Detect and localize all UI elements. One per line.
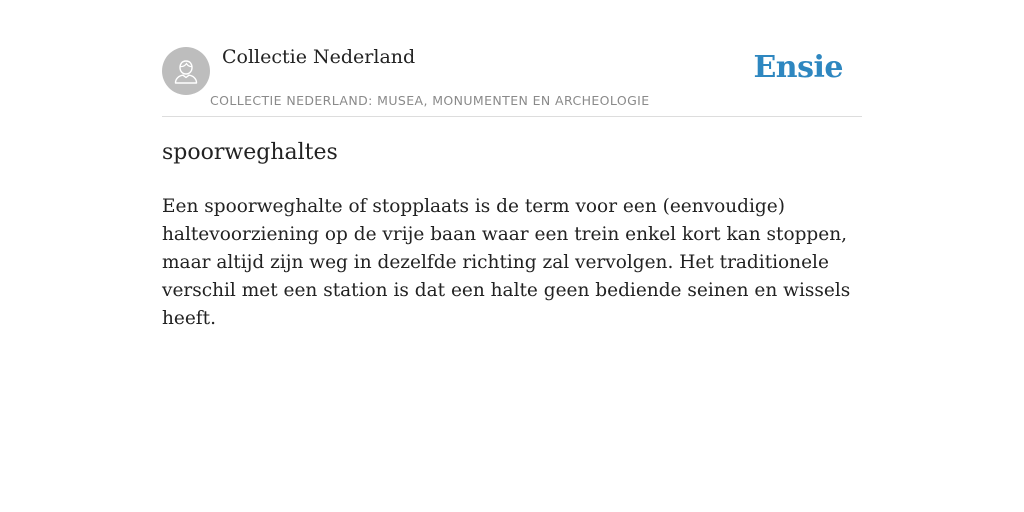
author-name[interactable]: Collectie Nederland bbox=[222, 46, 416, 68]
source-label[interactable]: COLLECTIE NEDERLAND: MUSEA, MONUMENTEN EN ARCHEOLOGIE bbox=[210, 93, 650, 108]
user-icon bbox=[171, 56, 201, 86]
entry-term: spoorweghaltes bbox=[162, 140, 338, 165]
entry-definition: Een spoorweghalte of stopplaats is de term voor een (eenvoudige) haltevoorziening op de vrije baan waar een trein enkel kort kan stoppen, maar altijd zijn weg in dezelfde richting zal vervolgen. Het traditionele verschil met een station is dat een halte geen bediende seinen en wissels heeft. bbox=[162, 196, 851, 329]
author-avatar[interactable] bbox=[162, 47, 210, 95]
entry-card bbox=[162, 0, 862, 329]
ensie-logo[interactable]: Ensie bbox=[753, 50, 843, 85]
entry-header bbox=[162, 0, 862, 117]
